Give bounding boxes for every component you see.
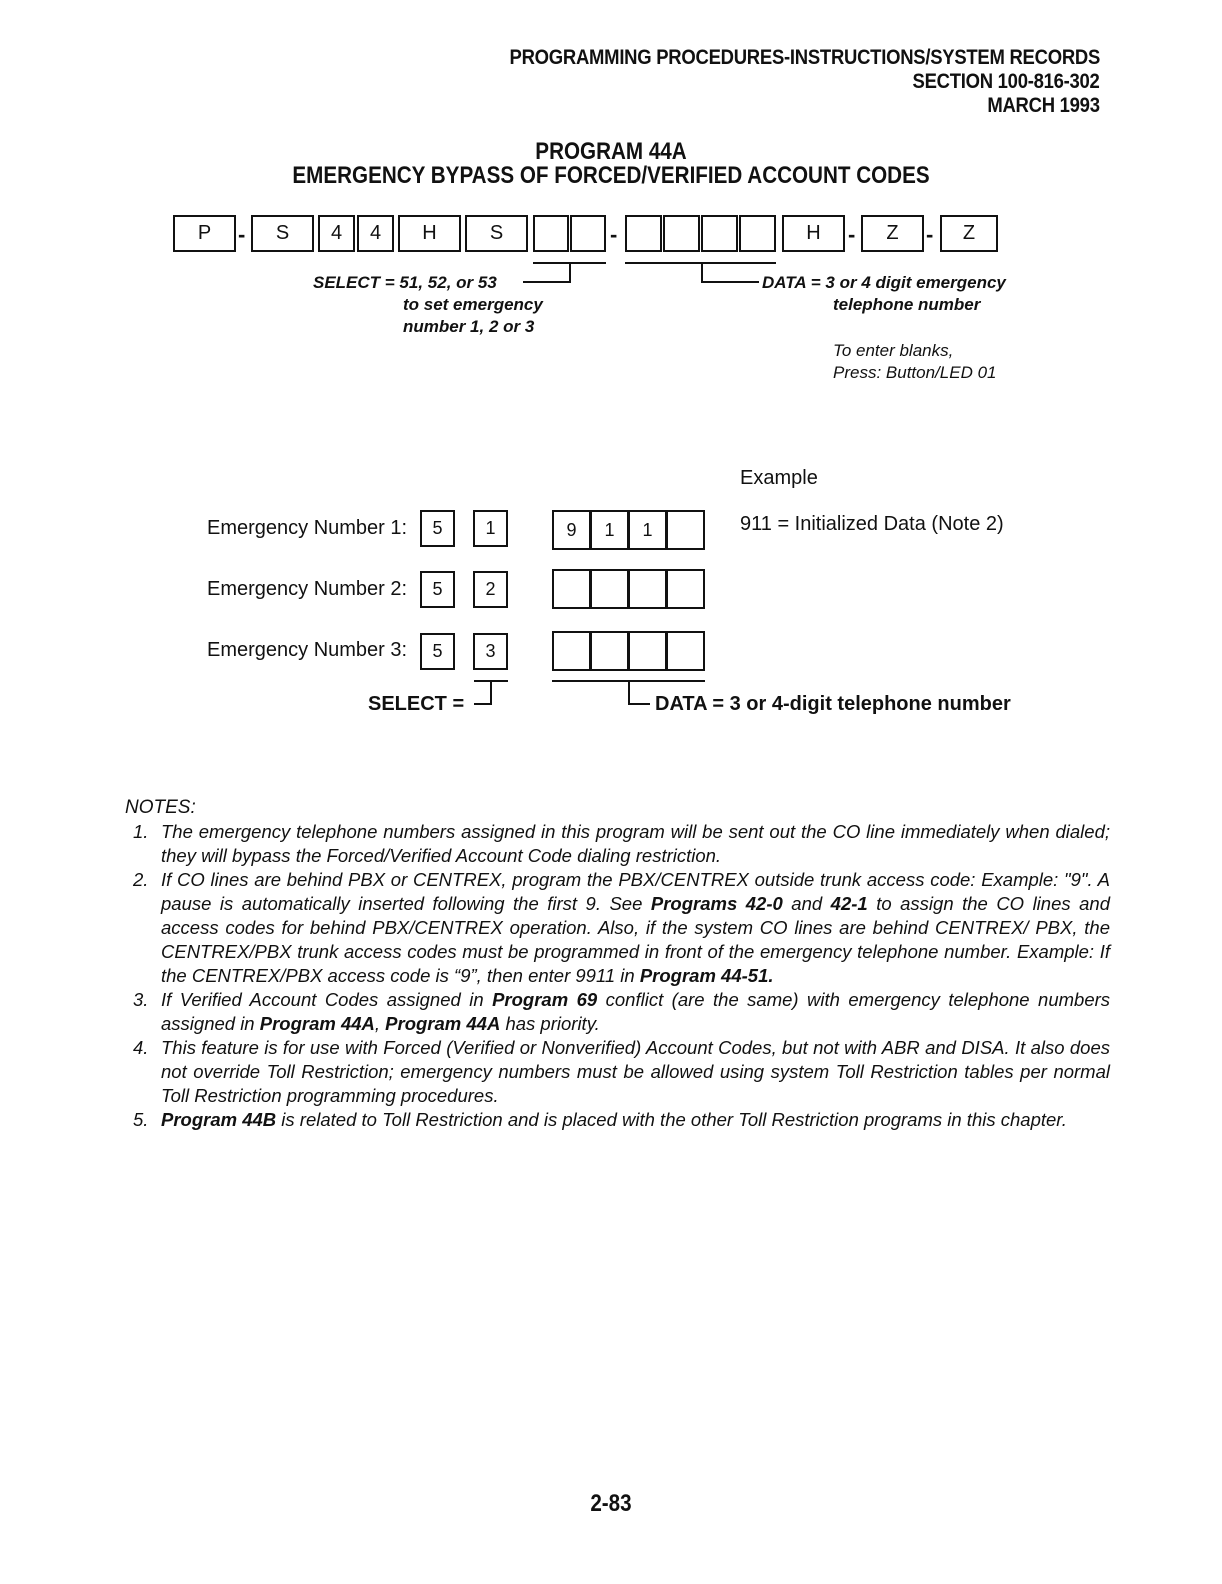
note-text: If CO lines are behind PBX or CENTREX, program the PBX/CENTREX outside trunk access code: Example: "9". A pause is automatically inserted following the first 9. See Programs 42-0 and 42-1 to assign the CO lines and access codes for behind PBX/CENTREX operation. Also, if the system CO lines are behind CENTREX/ PBX, the CENTREX/PBX trunk access codes must be programmed in front of the emergency telephone number. Example: If the CENTREX/PBX access code is “9”, then enter 9911 in Program 44-51. <box>161 869 1110 986</box>
key-box: Z <box>861 215 924 252</box>
example-heading: Example <box>740 467 818 489</box>
key-box: H <box>782 215 845 252</box>
key-box: H <box>398 215 461 252</box>
notes-section <box>125 796 1110 1132</box>
data-digit-box: 1 <box>628 510 667 550</box>
program-subtitle: EMERGENCY BYPASS OF FORCED/VERIFIED ACCOUNT CODES <box>292 162 930 189</box>
header-title: PROGRAMMING PROCEDURES-INSTRUCTIONS/SYSTEM RECORDS <box>509 46 1100 69</box>
select-digit-box: 2 <box>473 571 508 608</box>
dash: - <box>926 222 934 247</box>
data-digit-box: 9 <box>552 510 591 550</box>
data-digit-box <box>625 215 662 252</box>
note-text: Program 44B is related to Toll Restriction and is placed with the other Toll Restriction programs in this chapter. <box>161 1109 1067 1130</box>
note-item <box>125 868 1110 988</box>
header-section: SECTION 100-816-302 <box>912 70 1100 93</box>
select-bracket-stem <box>569 262 571 282</box>
note-number: 3. <box>133 989 149 1010</box>
data-digit-box <box>590 631 629 671</box>
data-digit-box <box>701 215 738 252</box>
data-digit-box <box>739 215 776 252</box>
key-box: 4 <box>357 215 394 252</box>
data-caption: DATA = 3 or 4-digit telephone number <box>655 693 1011 715</box>
data-digit-box <box>590 569 629 609</box>
note-text: If Verified Account Codes assigned in Program 69 conflict (are the same) with emergency telephone numbers assigned in Program 44A, Program 44A has priority. <box>161 989 1111 1034</box>
key-box: S <box>251 215 314 252</box>
data-digit-box <box>552 631 591 671</box>
notes-list <box>125 820 1110 1132</box>
select-digit-box: 1 <box>473 510 508 547</box>
select-digit-box: 5 <box>420 633 455 670</box>
key-box: 4 <box>318 215 355 252</box>
select-bracket-stem <box>490 680 492 704</box>
select-digit-box: 5 <box>420 510 455 547</box>
data-digit-box <box>666 631 705 671</box>
note-text: This feature is for use with Forced (Verified or Nonverified) Account Codes, but not with ABR and DISA. It also does not override Toll Restriction; emergency numbers must be allowed using system Toll Restriction tables per normal Toll Restriction programming procedures. <box>161 1037 1110 1106</box>
data-bracket-stem <box>628 680 630 704</box>
data-digit-box <box>666 510 705 550</box>
select-label-line2: to set emergency <box>403 295 543 314</box>
header-date: MARCH 1993 <box>987 94 1100 117</box>
note-item <box>125 820 1110 868</box>
program-title: PROGRAM 44A <box>535 138 687 165</box>
key-box: Z <box>940 215 998 252</box>
note-item <box>125 1108 1110 1132</box>
emergency-number-3-label: Emergency Number 3: <box>207 639 408 661</box>
data-bracket-leader <box>628 703 650 705</box>
data-bracket-stem <box>701 262 703 282</box>
key-box: P <box>173 215 236 252</box>
data-digit-box <box>663 215 700 252</box>
emergency-number-1-label: Emergency Number 1: <box>207 517 408 539</box>
data-digit-box <box>628 631 667 671</box>
select-caption: SELECT = <box>368 693 465 715</box>
dash: - <box>610 222 618 247</box>
dash: - <box>238 222 246 247</box>
emergency-number-2-label: Emergency Number 2: <box>207 578 408 600</box>
select-digit-box: 3 <box>473 633 508 670</box>
select-bracket-leader <box>474 703 492 705</box>
notes-heading: NOTES: <box>125 797 196 818</box>
blank-note: To enter blanks, <box>833 341 954 360</box>
data-digit-box: 1 <box>590 510 629 550</box>
select-bracket-leader <box>523 281 571 283</box>
data-digit-box <box>628 569 667 609</box>
select-digit-box: 5 <box>420 571 455 608</box>
note-number: 2. <box>133 869 149 890</box>
data-label-line2: telephone number <box>833 295 981 314</box>
note-item <box>125 988 1110 1036</box>
note-number: 4. <box>133 1037 149 1058</box>
data-digit-box <box>552 569 591 609</box>
select-label-line3: number 1, 2 or 3 <box>403 317 535 336</box>
dash: - <box>848 222 856 247</box>
data-bracket-leader <box>701 281 759 283</box>
data-label: DATA = 3 or 4 digit emergency <box>762 273 1006 292</box>
select-digit-box <box>533 215 569 252</box>
note-item <box>125 1036 1110 1108</box>
blank-note-line2: Press: Button/LED 01 <box>833 363 997 382</box>
note-number: 1. <box>133 821 149 842</box>
page-number: 2-83 <box>590 1490 632 1517</box>
note-text: The emergency telephone numbers assigned in this program will be sent out the CO line immediately when dialed; they will bypass the Forced/Verified Account Code dialing restriction. <box>161 821 1110 866</box>
data-digit-box <box>666 569 705 609</box>
select-digit-box <box>570 215 606 252</box>
select-label: SELECT = 51, 52, or 53 <box>313 273 497 292</box>
note-number: 5. <box>133 1109 149 1130</box>
initialized-data-note: 911 = Initialized Data (Note 2) <box>740 513 1004 535</box>
key-box: S <box>465 215 528 252</box>
